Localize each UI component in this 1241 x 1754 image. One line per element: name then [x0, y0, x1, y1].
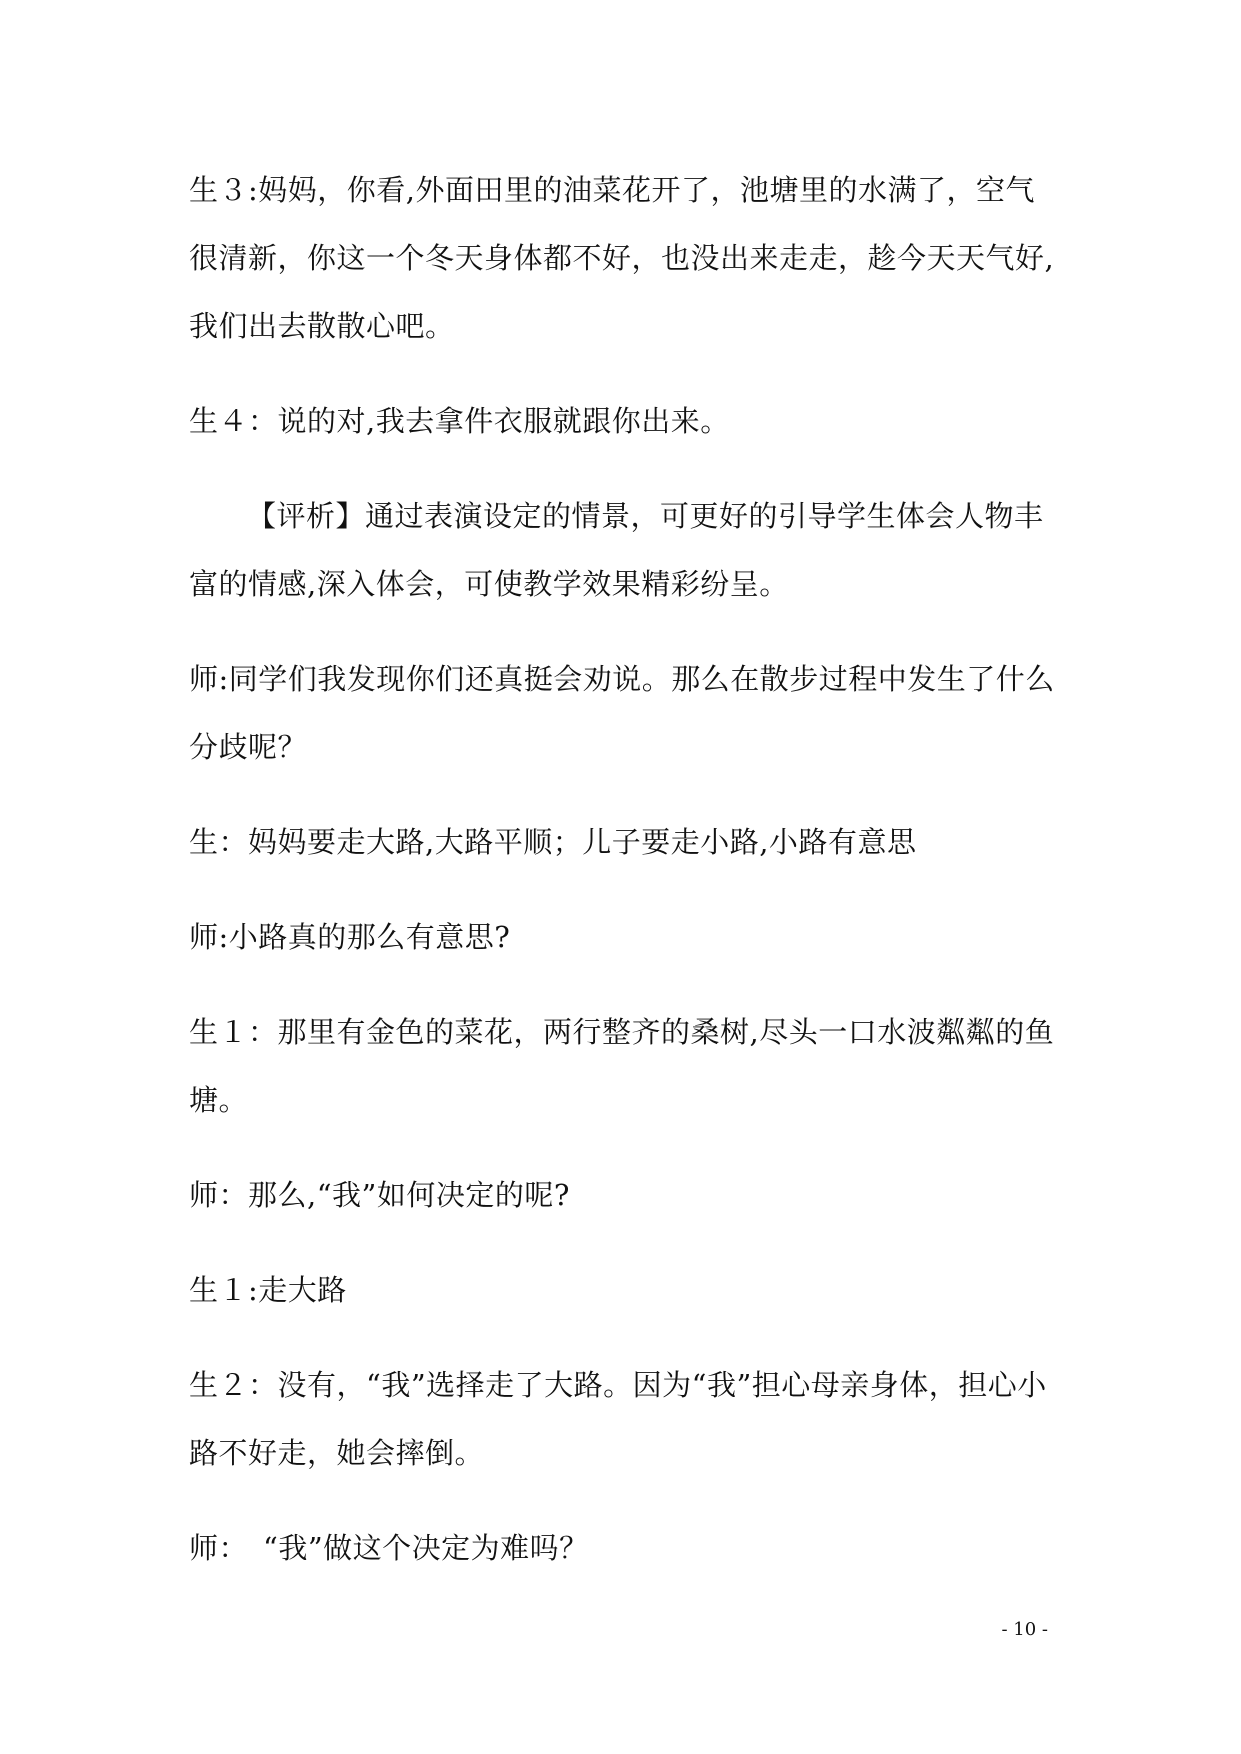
paragraph-teacher-question-4: 师： “我”做这个决定为难吗？ [189, 1531, 589, 1565]
page-number: - 10 - [1001, 1619, 1048, 1640]
paragraph-teacher-question-3: 师：那么,“我”如何决定的呢? [189, 1178, 570, 1212]
paragraph-student2-answer: 生２：没有，“我”选择走了大路。因为“我”担心母亲身体，担心小路不好走，她会摔倒。 [189, 1368, 1047, 1470]
paragraph-student-answer-1: 生：妈妈要走大路,大路平顺；儿子要走小路,小路有意思 [189, 825, 917, 859]
paragraph-teacher-question-1: 师:同学们我发现你们还真挺会劝说。那么在散步过程中发生了什么分歧呢？ [189, 662, 1055, 764]
document-body [189, 156, 1059, 1609]
paragraph-student3: 生３:妈妈，你看,外面田里的油菜花开了，池塘里的水满了，空气很清新，你这一个冬天身体都不好，也没出来走走，趁今天天气好,我们出去散散心吧。 [189, 173, 1055, 343]
paragraph-analysis: 【评析】通过表演设定的情景，可更好的引导学生体会人物丰富的情感,深入体会，可使教学效果精彩纷呈。 [189, 499, 1044, 601]
paragraph-teacher-question-2: 师:小路真的那么有意思? [189, 920, 511, 954]
paragraph-student1-answer-1: 生１：那里有金色的菜花，两行整齐的桑树,尽头一口水波粼粼的鱼塘。 [189, 1015, 1055, 1117]
paragraph-student4: 生４：说的对,我去拿件衣服就跟你出来。 [189, 404, 730, 438]
paragraph-student1-answer-2: 生１:走大路 [189, 1273, 347, 1307]
